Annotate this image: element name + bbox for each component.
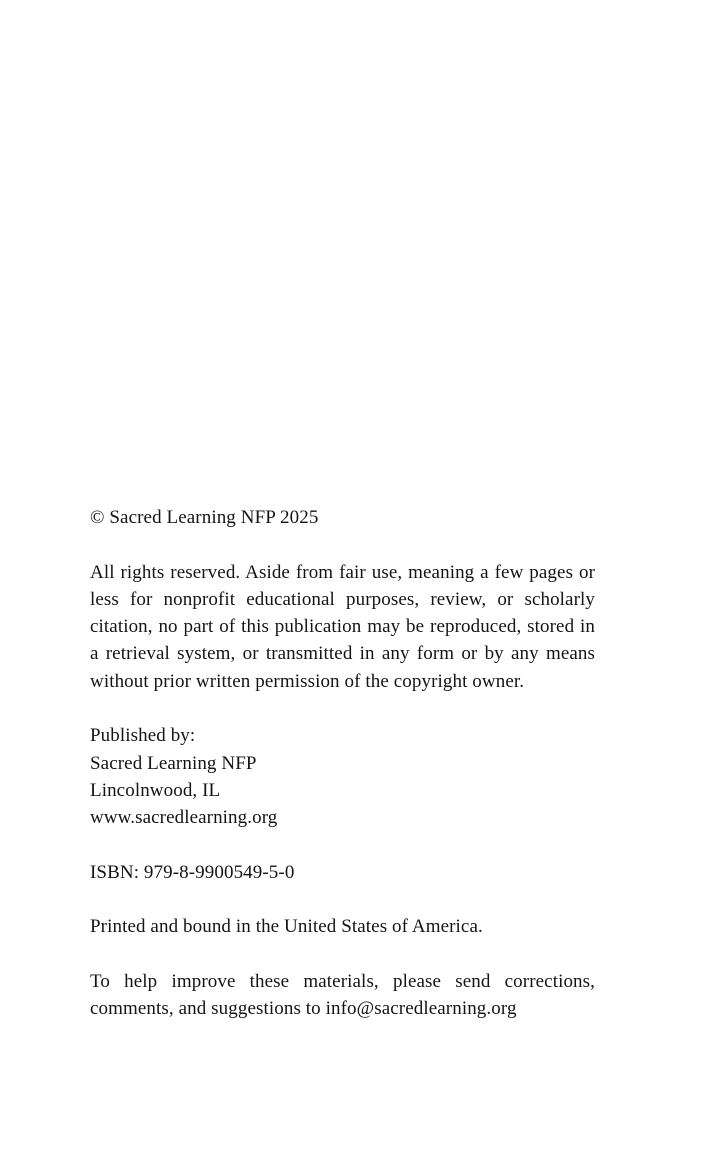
publisher-location: Lincolnwood, IL [90, 779, 221, 801]
isbn-line: ISBN: 979-8-9900549-5-0 [90, 861, 295, 883]
rights-paragraph: All rights reserved. Aside from fair use, meaning a few pages or less for nonprofit educational purposes, review, or scholarly citation, no part of this publication may be reproduced, stored in a retrieval system, or transmitted in any form or by any means without prior written permission of the copyright owner. [90, 561, 595, 692]
colophon-text-block [90, 504, 595, 1023]
publisher-label: Published by: [90, 725, 196, 747]
publisher-name: Sacred Learning NFP [90, 752, 257, 774]
publisher-block [90, 722, 595, 831]
feedback-paragraph: To help improve these materials, please send corrections, comments, and suggestions to info@sacredlearning.org [90, 971, 595, 1020]
copyright-notice: © Sacred Learning NFP 2025 [90, 507, 319, 528]
printed-line: Printed and bound in the United States of America. [90, 916, 483, 938]
publisher-website: www.sacredlearning.org [90, 807, 278, 829]
